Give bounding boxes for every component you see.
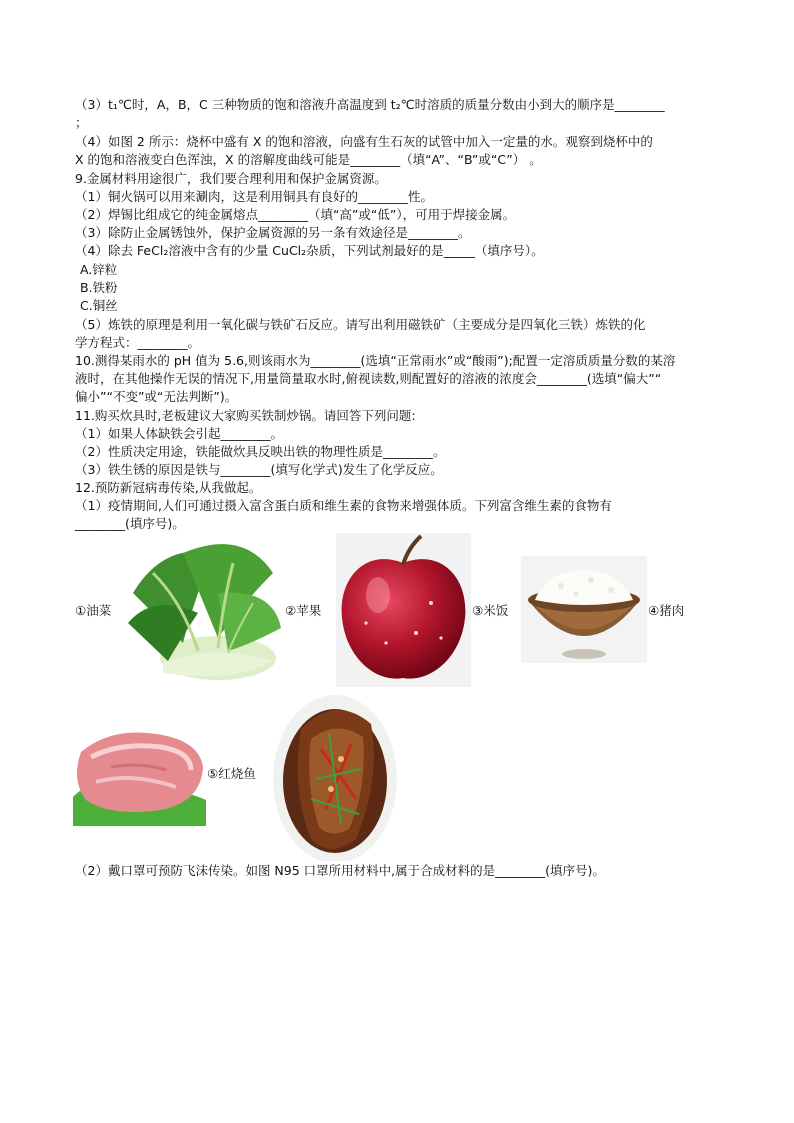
- bok-choy-image: [123, 533, 283, 687]
- question-9-part-2: （2）焊锡比组成它的纯金属熔点________（填“高”或“低”），可用于焊接金属。: [75, 207, 516, 222]
- question-9-part-4: （4）除去 FeCl₂溶液中含有的少量 CuCl₂杂质，下列试剂最好的是_____（填序号）。: [75, 243, 544, 258]
- question-8-part-4-cont: X 的饱和溶液变白色浑浊，X 的溶解度曲线可能是________（填“A”、“B”或“C”） 。: [75, 152, 542, 167]
- question-10-end: 偏小”“不变”或“无法判断”)。: [75, 389, 238, 404]
- apple-image: [336, 533, 471, 687]
- rice-bowl-image: [521, 556, 647, 663]
- question-9-part-5: （5）炼铁的原理是利用一氧化碳与铁矿石反应。请写出利用磁铁矿（主要成分是四氧化三铁）炼铁的化: [75, 317, 646, 332]
- question-12-stem: 12.预防新冠病毒传染,从我做起。: [75, 480, 262, 495]
- braised-fish-image: [271, 689, 399, 861]
- question-12-part-1-cont: ________(填序号)。: [75, 516, 185, 531]
- question-11-stem: 11.购买炊具时,老板建议大家购买铁制炒锅。请回答下列问题:: [75, 408, 416, 423]
- question-11-part-1: （1）如果人体缺铁会引起________。: [75, 426, 283, 441]
- caption-fish: ⑤红烧鱼: [207, 766, 256, 781]
- question-8-part-3-end: ；: [75, 115, 88, 130]
- caption-pork: ④猪肉: [648, 603, 685, 618]
- question-10-cont: 液时，在其他操作无误的情况下,用量筒量取水时,俯视读数,则配置好的溶液的浓度会________(选填“偏大”“: [75, 371, 662, 386]
- question-11-part-2: （2）性质决定用途，铁能做炊具反映出铁的物理性质是________。: [75, 444, 446, 459]
- question-9-stem: 9.金属材料用途很广，我们要合理利用和保护金属资源。: [75, 171, 387, 186]
- pork-image: [71, 722, 208, 828]
- caption-rice: ③米饭: [472, 603, 509, 618]
- question-9-part-5-cont: 学方程式：________。: [75, 335, 201, 350]
- question-8-part-4: （4）如图 2 所示：烧杯中盛有 X 的饱和溶液，向盛有生石灰的试管中加入一定量的水。观察到烧杯中的: [75, 134, 653, 149]
- question-11-part-3: （3）铁生锈的原因是铁与________(填写化学式)发生了化学反应。: [75, 462, 443, 477]
- question-12-part-1: （1）疫情期间,人们可通过摄入富含蛋白质和维生素的食物来增强体质。下列富含维生素的食物有: [75, 498, 612, 513]
- caption-bok-choy: ①油菜: [75, 603, 112, 618]
- question-10: 10.测得某雨水的 pH 值为 5.6,则该雨水为________(选填“正常雨水”或“酸雨”);配置一定溶质质量分数的某溶: [75, 353, 676, 368]
- question-9-part-3: （3）除防止金属锈蚀外，保护金属资源的另一条有效途径是________。: [75, 225, 471, 240]
- caption-apple: ②苹果: [285, 603, 322, 618]
- question-9-part-1: （1）铜火锅可以用来涮肉，这是利用铜具有良好的________性。: [75, 189, 433, 204]
- option-b: B.铁粉: [80, 280, 118, 295]
- question-8-part-3: （3）t₁℃时，A，B，C 三种物质的饱和溶液升高温度到 t₂℃时溶质的质量分数由小到大的顺序是________: [75, 97, 665, 112]
- question-12-part-2: （2）戴口罩可预防飞沫传染。如图 N95 口罩所用材料中,属于合成材料的是________(填序号)。: [75, 863, 605, 878]
- option-c: C.铜丝: [80, 298, 118, 313]
- option-a: A.锌粒: [80, 262, 118, 277]
